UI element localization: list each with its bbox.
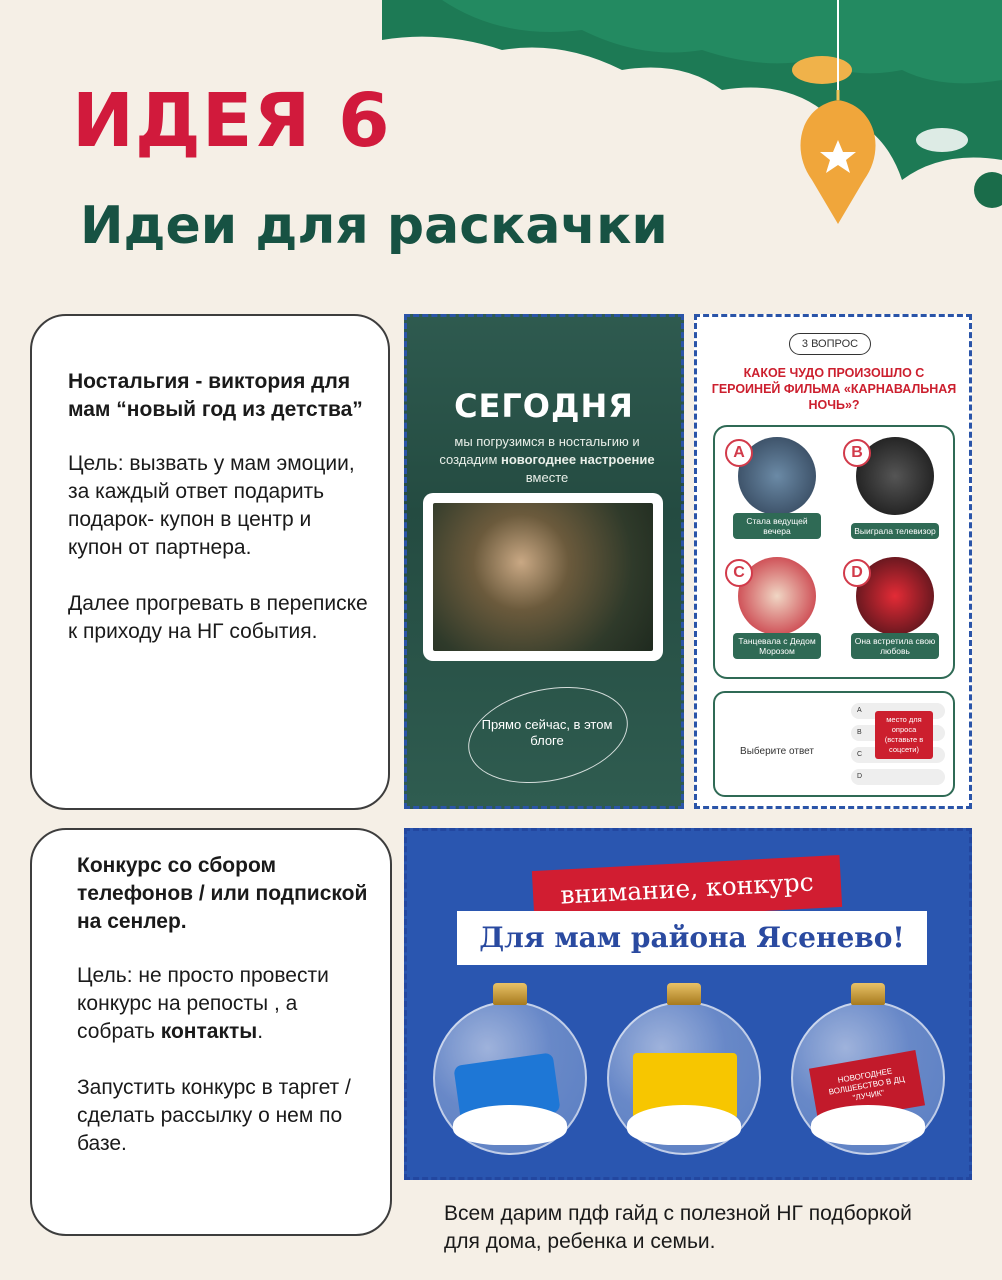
ornament-ball-ticket: НОВОГОДНЕЕ ВОЛШЕБСТВО В ДЦ "ЛУЧИК" [791, 1001, 945, 1155]
story-photo [423, 493, 663, 661]
card-next: Далее прогревать в переписке к приходу на НГ события. [68, 592, 368, 643]
story-big-title: СЕГОДНЯ [454, 387, 634, 425]
answer-option: D Она встретила свою любовь [843, 557, 947, 669]
answer-option: C Танцевала с Дедом Морозом [725, 557, 829, 669]
ornament-ball-lego [607, 1001, 761, 1155]
story-subtitle: мы погрузимся в ностальгию и создадим новогоднее настроение вместе [439, 434, 655, 485]
card-heading: Конкурс со сбором телефонов / или подпиской на сенлер. [77, 854, 368, 933]
question-badge: 3 ВОПРОС [789, 333, 871, 355]
poll-prompt: Выберите ответ [740, 746, 814, 757]
story-nostalgia-preview [404, 314, 684, 809]
answer-option: B Выиграла телевизор [843, 437, 947, 549]
card-goal: Цель: не просто провести конкурс на репосты , а собрать контакты. [77, 964, 329, 1043]
story-quiz-preview [694, 314, 972, 809]
card-goal: Цель: вызвать у мам эмоции, за каждый ответ подарить подарок- купон в центр и купон от партнера. [68, 452, 355, 559]
idea-card-contest [30, 828, 392, 1236]
ornament-ball-giftcard [433, 1001, 587, 1155]
card-launch: Запустить конкурс в таргет / сделать рассылку о нем по базе. [77, 1076, 351, 1155]
page-title: ИДЕЯ 6 [72, 78, 391, 164]
banner-red-label: внимание, конкурс [532, 855, 842, 923]
answer-grid [713, 425, 955, 679]
gift-note: Всем дарим пдф гайд с полезной НГ подборкой для дома, ребенка и семьи. [444, 1202, 912, 1253]
answer-option: A Стала ведущей вечера [725, 437, 829, 549]
story-footer: Прямо сейчас, в этом блоге [481, 717, 613, 748]
quiz-question: КАКОЕ ЧУДО ПРОИЗОШЛО С ГЕРОИНЕЙ ФИЛЬМА «КАРНАВАЛЬНАЯ НОЧЬ»? [711, 366, 957, 412]
page-subtitle: Идеи для раскачки [80, 196, 668, 256]
poll-placeholder: место для опроса (вставьте в соцсети) [875, 711, 933, 759]
contest-banner [404, 828, 972, 1180]
poll-block: Выберите ответ A B C D место для опроса (вставьте в соцсети) [713, 691, 955, 797]
banner-white-label: Для мам района Ясенево! [457, 911, 927, 965]
card-heading: Ностальгия - виктория для мам “новый год из детства” [68, 370, 363, 421]
idea-card-nostalgia [30, 314, 390, 810]
